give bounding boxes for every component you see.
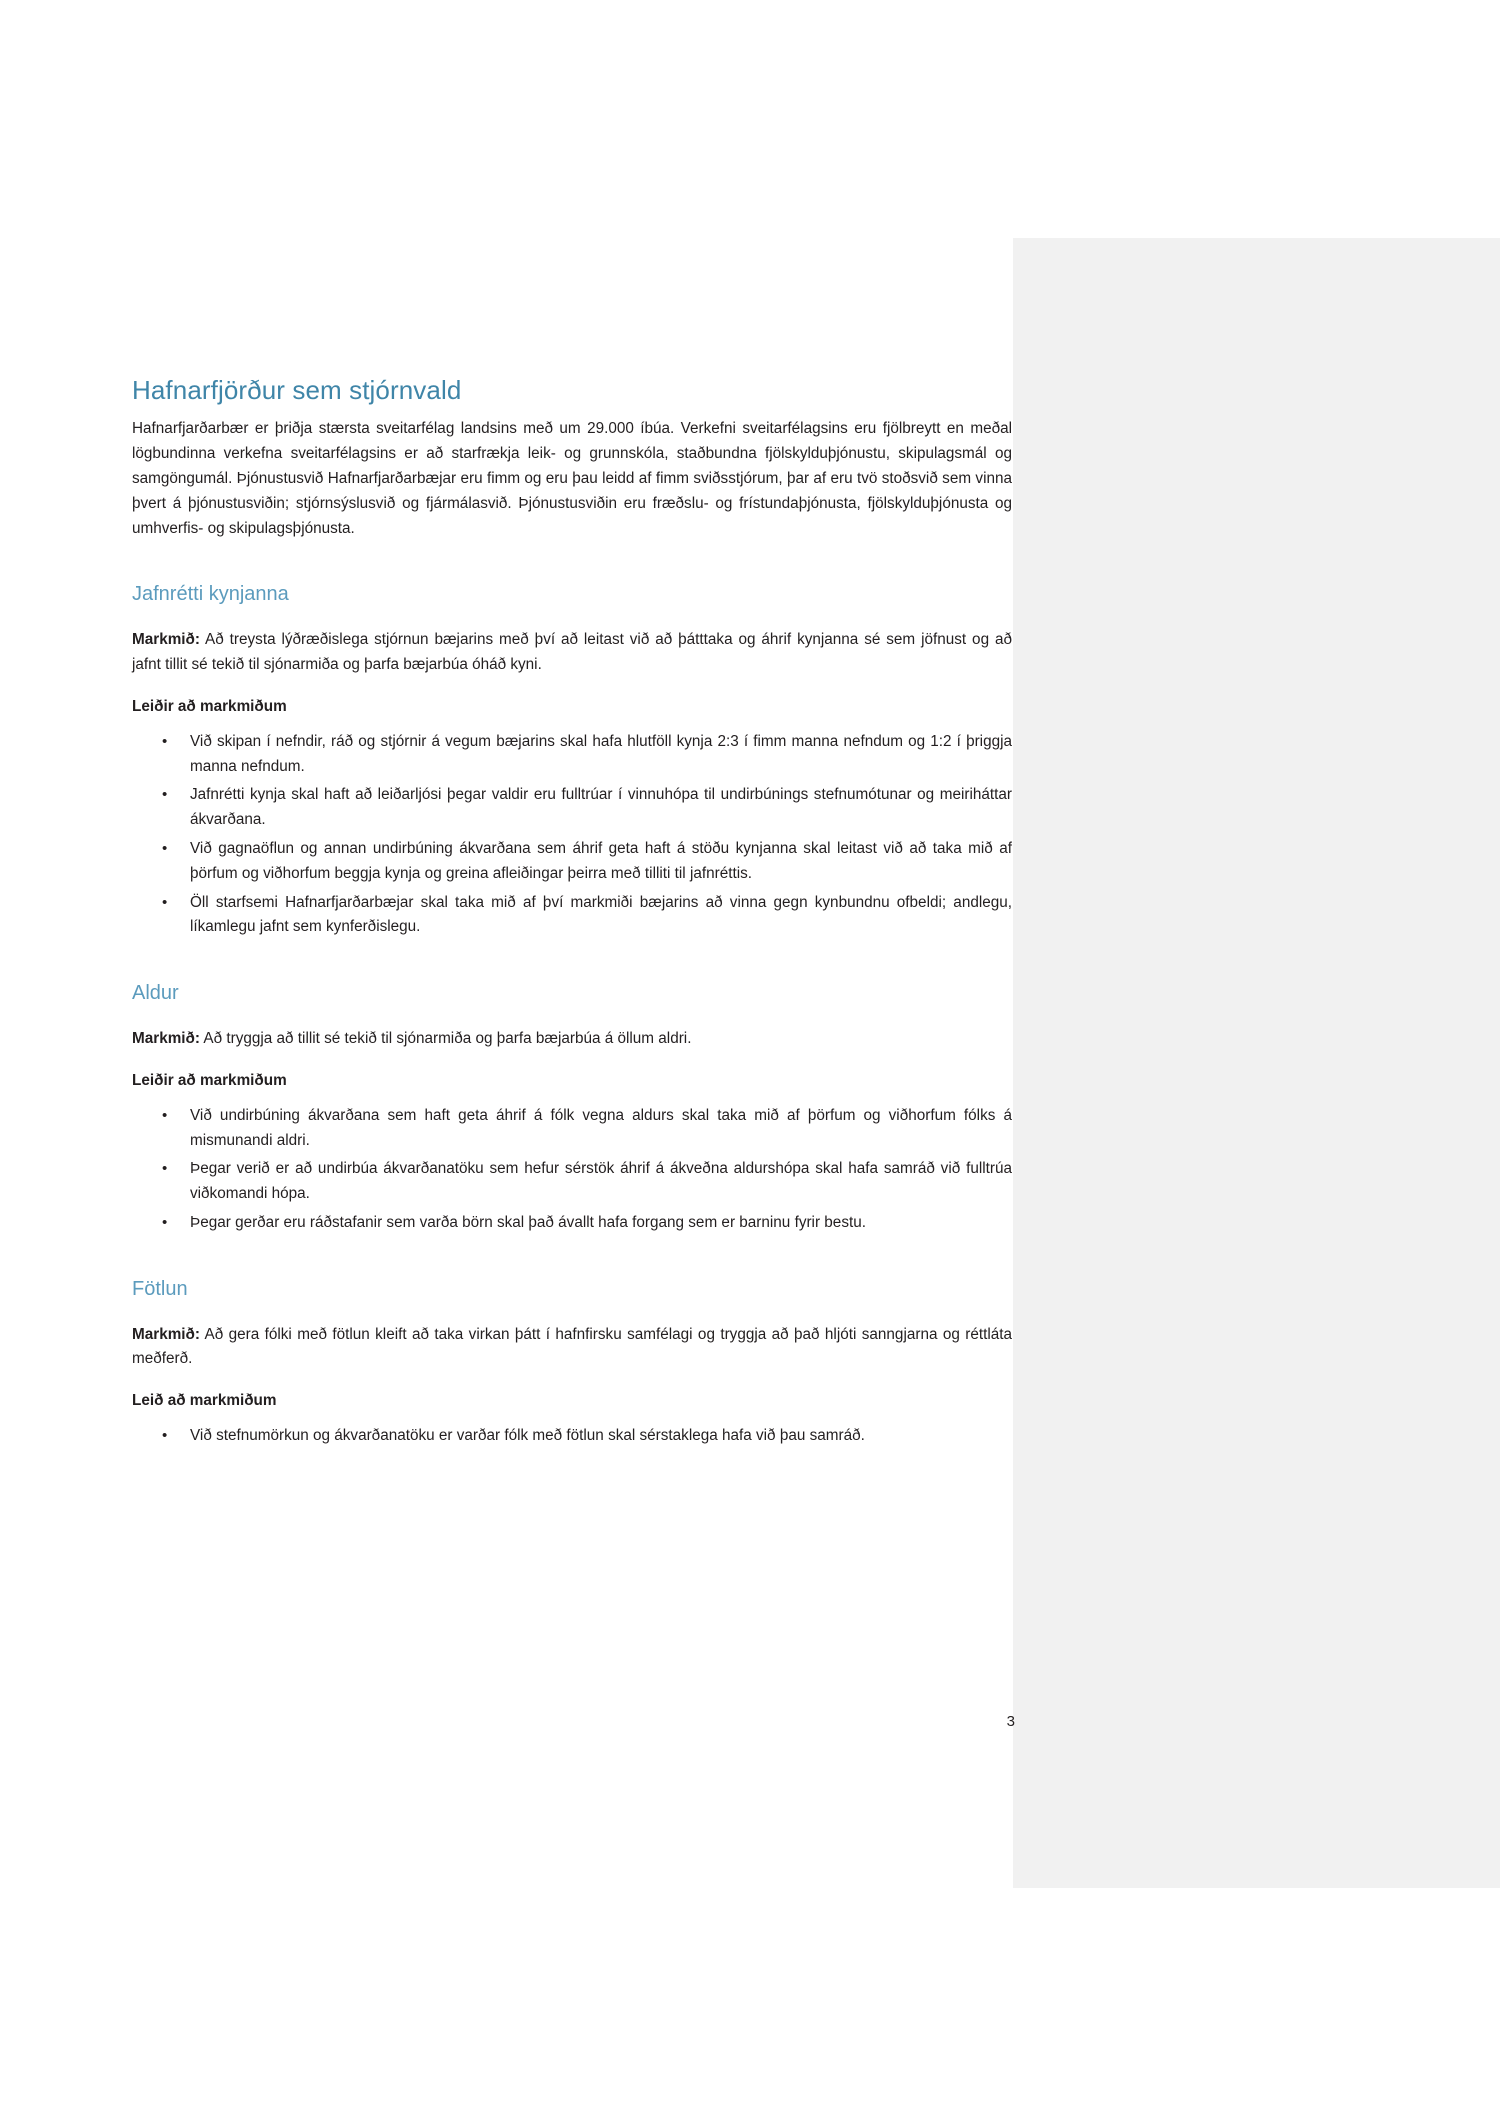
list-item: • Við stefnumörkun og ákvarðanatöku er varðar fólk með fötlun skal sérstaklega hafa við þau samráð. [190,1424,1012,1449]
list-item: • Við gagnaöflun og annan undirbúning ákvarðana sem áhrif geta haft á stöðu kynjanna skal leitast við að taka mið af þörfum og viðhorfum beggja kynja og greina afleiðingar þeirra með tilliti til jafnréttis. [190,837,1012,887]
list-item: • Þegar gerðar eru ráðstafanir sem varða börn skal það ávallt hafa forgang sem er barninu fyrir bestu. [190,1211,1012,1236]
intro-paragraph: Hafnarfjarðarbær er þriðja stærsta sveitarfélag landsins með um 29.000 íbúa. Verkefni sveitarfélagsins eru fjölbreytt en meðal lögbundinna verkefna sveitarfélagsins er að starfrækja leik- og grunnskóla, staðbundna fjölskylduþjónustu, skipulagsmál og samgöngumál. Þjónustusvið Hafnarfjarðarbæjar eru fimm og eru þau leidd af fimm sviðsstjórum, þar af eru tvö stoðsvið sem vinna þvert á þjónustusviðin; stjórnsýslusvið og fjármálasvið. Þjónustusviðin eru fræðslu- og frístundaþjónusta, fjölskylduþjónusta og umhverfis- og skipulagsþjónusta. [132,420,1012,538]
ways-heading-3: Leið að markmiðum [132,1392,277,1410]
goal-label-3: Markmið: [132,1325,200,1343]
list-item: • Við undirbúning ákvarðana sem haft geta áhrif á fólk vegna aldurs skal taka mið af þörfum og viðhorfum fólks á mismunandi aldri. [190,1104,1012,1154]
document-content [132,375,1012,1453]
ways-heading-2: Leiðir að markmiðum [132,1071,287,1089]
bullet-list-1 [132,730,1012,940]
goal-paragraph-3 [132,1323,1012,1373]
list-item: • Þegar verið er að undirbúa ákvarðanatöku sem hefur sérstök áhrif á ákveðna aldurshópa skal hafa samráð við fulltrúa viðkomandi hópa. [190,1157,1012,1207]
goal-text-2: Að tryggja að tillit sé tekið til sjónarmiða og þarfa bæjarbúa á öllum aldri. [200,1030,692,1048]
section-heading-fotlun: Fötlun [132,1277,188,1300]
section-heading-jafnretti-kynjanna: Jafnrétti kynjanna [132,583,289,606]
goal-paragraph-2 [132,1027,1012,1052]
list-item: • Við skipan í nefndir, ráð og stjórnir á vegum bæjarins skal hafa hlutföll kynja 2:3 í fimm manna nefndum og 1:2 í þriggja manna nefndum. [190,730,1012,780]
list-item: • Öll starfsemi Hafnarfjarðarbæjar skal taka mið af því markmiði bæjarins að vinna gegn kynbundnu ofbeldi; andlegu, líkamlegu jafnt sem kynferðislegu. [190,891,1012,941]
goal-text-3: Að gera fólki með fötlun kleift að taka virkan þátt í hafnfirsku samfélagi og tryggja að það hljóti sanngjarna og réttláta meðferð. [132,1325,1012,1368]
goal-paragraph-1 [132,628,1012,678]
goal-label-1: Markmið: [132,631,200,649]
page-number: 3 [1006,1713,1015,1730]
ways-heading-1: Leiðir að markmiðum [132,697,287,715]
right-side-panel [1013,238,1500,1888]
bullet-list-2 [132,1104,1012,1236]
page-title: Hafnarfjörður sem stjórnvald [132,375,462,405]
goal-label-2: Markmið: [132,1030,200,1048]
list-item: • Jafnrétti kynja skal haft að leiðarljósi þegar valdir eru fulltrúar í vinnuhópa til undirbúnings stefnumótunar og meiriháttar ákvarðana. [190,783,1012,833]
bullet-list-3 [132,1424,1012,1449]
goal-text-1: Að treysta lýðræðislega stjórnun bæjarins með því að leitast við að þátttaka og áhrif kynjanna sé sem jöfnust og að jafnt tillit sé tekið til sjónarmiða og þarfa bæjarbúa óháð kyni. [132,631,1012,674]
section-heading-aldur: Aldur [132,982,179,1005]
